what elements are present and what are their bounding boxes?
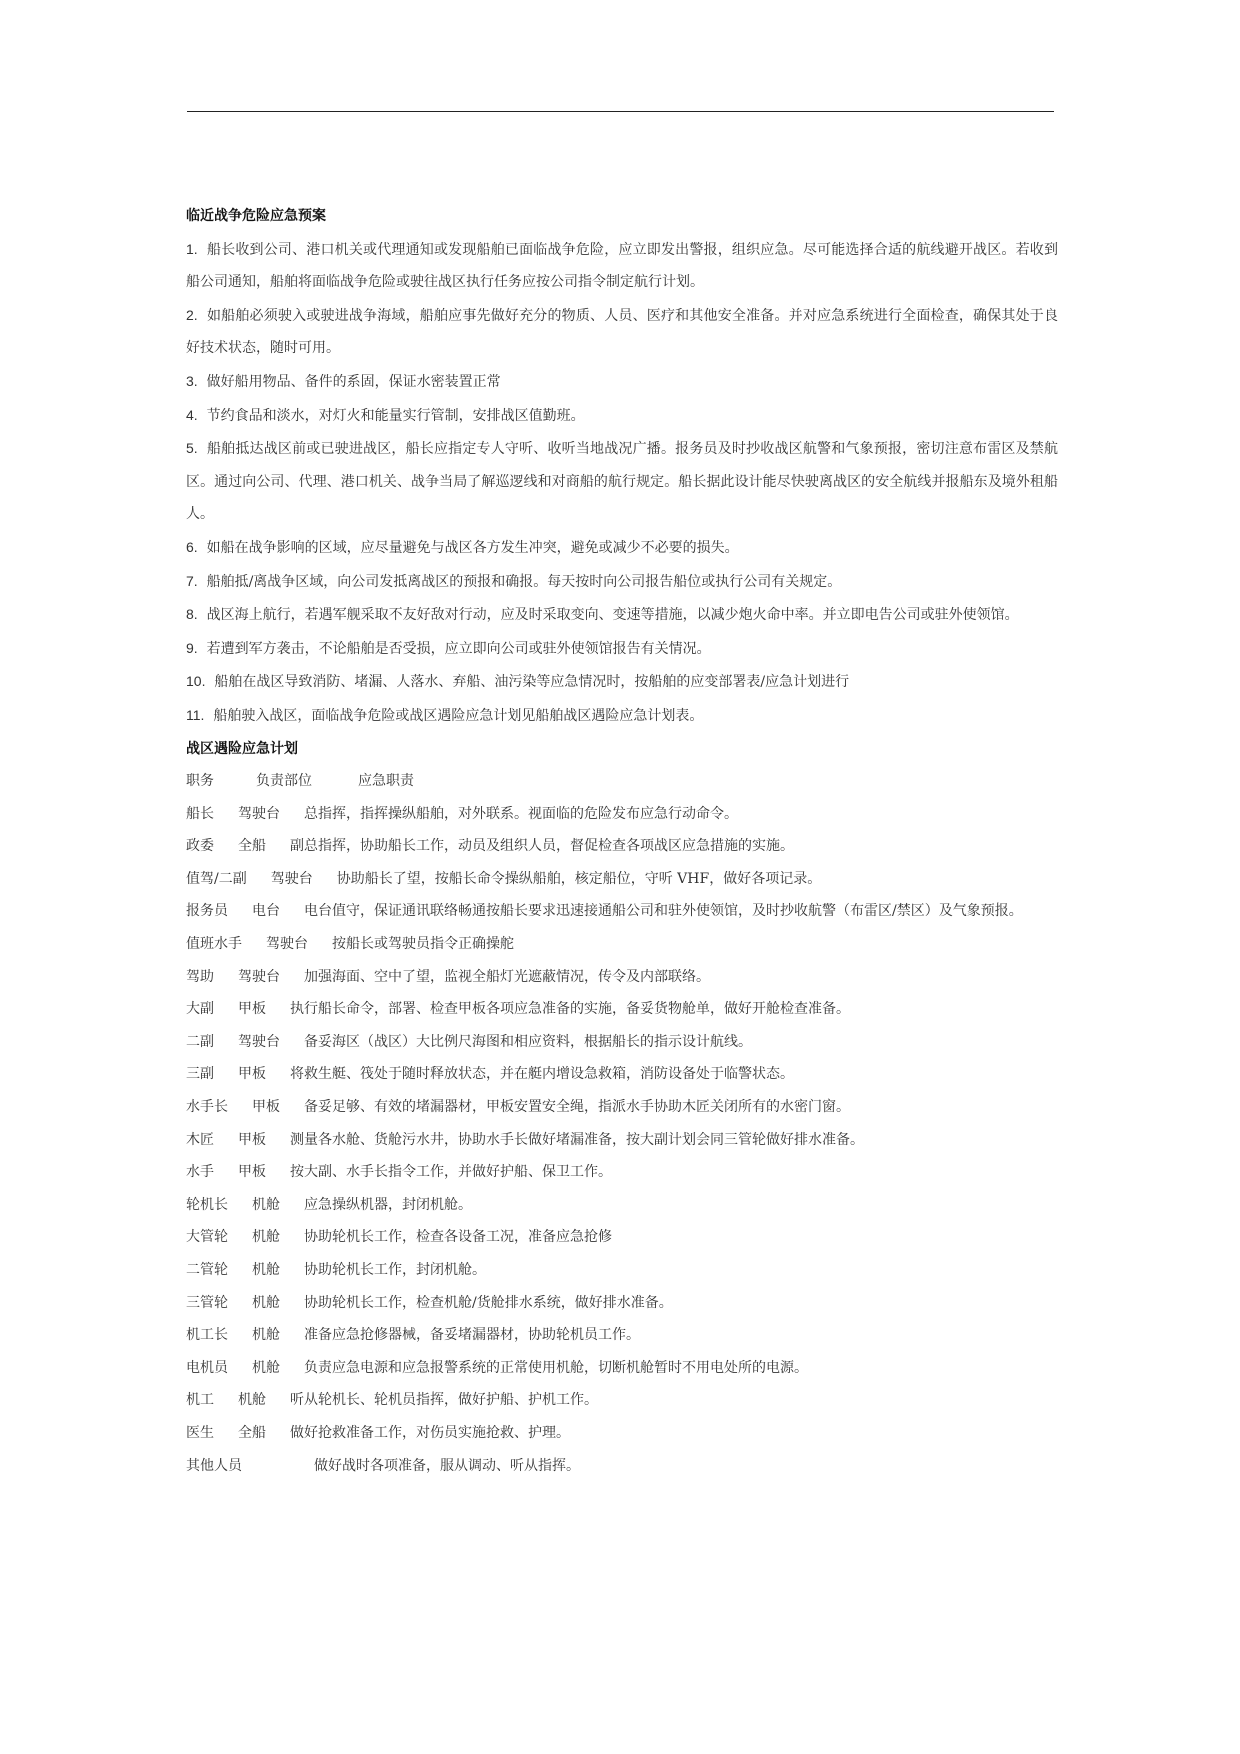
list-item (186, 299, 1058, 365)
row-dept: 机舱 (252, 1294, 280, 1311)
item-number: 8. (186, 606, 198, 623)
row-duty: 测量各水舱、货舱污水井，协助水手长做好堵漏准备，按大副计划会同三管轮做好排水准备。 (290, 1131, 864, 1148)
table-row (186, 961, 1058, 994)
row-duty: 做好战时各项准备，服从调动、听从指挥。 (314, 1457, 580, 1474)
table-row (186, 1417, 1058, 1450)
row-dept: 电台 (252, 903, 280, 920)
item-number: 5. (186, 440, 198, 457)
row-dept: 机舱 (252, 1229, 280, 1246)
header-duty: 应急职责 (358, 773, 414, 790)
list-item (186, 632, 1058, 666)
row-dept: 机舱 (252, 1359, 280, 1376)
row-duty: 协助轮机长工作，检查机舱/货舱排水系统，做好排水准备。 (304, 1294, 673, 1311)
header-rule (187, 111, 1054, 112)
row-duty: 做好抢救准备工作，对伤员实施抢救、护理。 (290, 1424, 570, 1441)
table-row (186, 1319, 1058, 1352)
table-row (186, 798, 1058, 831)
row-duty: 加强海面、空中了望，监视全船灯光遮蔽情况，传令及内部联络。 (304, 968, 710, 985)
document-body (186, 200, 1058, 1482)
table-row (186, 863, 1058, 896)
row-role: 水手长 (186, 1099, 228, 1116)
item-text: 船舶驶入战区，面临战争危险或战区遇险应急计划见船舶战区遇险应急计划表。 (213, 707, 704, 724)
row-duty: 按船长或驾驶员指令正确操舵 (332, 936, 514, 953)
item-number: 10. (186, 673, 206, 690)
item-text: 做好船用物品、备件的系固，保证水密装置正常 (206, 373, 501, 390)
row-duty: 准备应急抢修器械，备妥堵漏器材，协助轮机员工作。 (304, 1327, 640, 1344)
table-row (186, 1124, 1058, 1157)
table-row (186, 1384, 1058, 1417)
duty-table (186, 798, 1058, 1482)
list-item (186, 598, 1058, 632)
item-number: 1. (186, 240, 198, 257)
row-dept: 驾驶台 (266, 936, 308, 953)
list-item (186, 699, 1058, 733)
item-number: 4. (186, 406, 198, 423)
row-role: 报务员 (186, 903, 228, 920)
item-text: 战区海上航行，若遇军舰采取不友好敌对行动，应及时采取变向、变速等措施，以减少炮火命中率。并立即电告公司或驻外使领馆。 (206, 607, 1019, 624)
heading-war-zone-plan: 战区遇险应急计划 (186, 740, 298, 757)
item-text: 船舶抵达战区前或已驶进战区，船长应指定专人守听、收听当地战况广播。报务员及时抄收战区航警和气象预报，密切注意布雷区及禁航区。通过向公司、代理、港口机关、战争当局了解巡逻线和对商船的航行规定。船长据此设计能尽快驶离战区的安全航线并报船东及境外租船人。 (186, 441, 1058, 523)
row-duty: 听从轮机长、轮机员指挥，做好护船、护机工作。 (290, 1392, 598, 1409)
item-number: 9. (186, 639, 198, 656)
row-duty: 应急操纵机器，封闭机舱。 (304, 1196, 472, 1213)
list-item (186, 399, 1058, 433)
table-row (186, 1287, 1058, 1320)
table-row (186, 1189, 1058, 1222)
row-role: 电机员 (186, 1359, 228, 1376)
table-row (186, 1156, 1058, 1189)
row-role: 其他人员 (186, 1457, 242, 1474)
item-number: 6. (186, 538, 198, 555)
row-duty: 将救生艇、筏处于随时释放状态，并在艇内增设急救箱，消防设备处于临警状态。 (290, 1066, 794, 1083)
row-role: 机工长 (186, 1327, 228, 1344)
list-item (186, 531, 1058, 565)
row-duty: 协助轮机长工作，检查各设备工况，准备应急抢修 (304, 1229, 612, 1246)
row-duty: 备妥足够、有效的堵漏器材，甲板安置安全绳，指派水手协助木匠关闭所有的水密门窗。 (304, 1099, 850, 1116)
table-row (186, 1254, 1058, 1287)
row-dept: 全船 (238, 1424, 266, 1441)
row-role: 值驾/二副 (186, 870, 247, 887)
row-role: 机工 (186, 1392, 214, 1409)
row-dept: 机舱 (252, 1262, 280, 1278)
list-item (186, 233, 1058, 299)
item-number: 11. (186, 706, 205, 723)
row-duty: 协助轮机长工作，封闭机舱。 (304, 1262, 486, 1278)
row-role: 木匠 (186, 1131, 214, 1148)
table-row (186, 1026, 1058, 1059)
item-number: 2. (186, 306, 198, 323)
row-dept: 甲板 (238, 1131, 266, 1148)
table-row (186, 1221, 1058, 1254)
row-dept: 甲板 (252, 1099, 280, 1116)
row-role: 二管轮 (186, 1262, 228, 1278)
row-role: 政委 (186, 838, 214, 855)
row-role: 大副 (186, 1001, 214, 1018)
row-dept: 甲板 (238, 1164, 266, 1181)
row-dept: 机舱 (252, 1196, 280, 1213)
row-dept: 驾驶台 (270, 870, 313, 887)
table-row (186, 830, 1058, 863)
row-duty: 电台值守，保证通讯联络畅通按船长要求迅速接通船公司和驻外使领馆，及时抄收航警（布雷区/禁区）及气象预报。 (304, 903, 1023, 920)
numbered-list (186, 233, 1058, 733)
list-item (186, 432, 1058, 531)
list-item (186, 365, 1058, 399)
row-role: 驾助 (186, 968, 214, 985)
item-text: 如船在战争影响的区域，应尽量避免与战区各方发生冲突，避免或减少不必要的损失。 (206, 539, 739, 556)
table-row (186, 1352, 1058, 1385)
row-duty: 按大副、水手长指令工作，并做好护船、保卫工作。 (290, 1164, 612, 1181)
row-duty: 副总指挥，协助船长工作，动员及组织人员，督促检查各项战区应急措施的实施。 (290, 838, 794, 855)
row-duty: 备妥海区（战区）大比例尺海图和相应资料，根据船长的指示设计航线。 (304, 1033, 752, 1050)
item-text: 若遭到军方袭击，不论船舶是否受损，应立即向公司或驻外使领馆报告有关情况。 (206, 640, 711, 657)
header-dept: 负责部位 (256, 773, 312, 790)
row-role: 医生 (186, 1424, 214, 1441)
table-row (186, 1450, 1058, 1483)
row-role: 大管轮 (186, 1229, 228, 1246)
row-dept: 机舱 (252, 1327, 280, 1344)
table-header (186, 765, 1058, 798)
row-dept: 全船 (238, 838, 266, 855)
row-role: 船长 (186, 805, 214, 822)
item-text: 船舶在战区导致消防、堵漏、人落水、弃船、油污染等应急情况时，按船舶的应变部署表/应急计划进行 (214, 674, 850, 691)
row-role: 轮机长 (186, 1196, 228, 1213)
row-dept: 驾驶台 (238, 805, 280, 822)
row-role: 二副 (186, 1033, 214, 1050)
row-role: 值班水手 (186, 936, 242, 953)
header-role: 职务 (186, 773, 214, 790)
heading-war-danger-plan: 临近战争危险应急预案 (186, 208, 326, 224)
row-role: 水手 (186, 1164, 214, 1181)
item-text: 如船舶必须驶入或驶进战争海域，船舶应事先做好充分的物质、人员、医疗和其他安全准备。并对应急系统进行全面检查，确保其处于良好技术状态，随时可用。 (186, 307, 1058, 357)
item-text: 节约食品和淡水，对灯火和能量实行管制，安排战区值勤班。 (206, 407, 585, 424)
row-duty: 执行船长命令，部署、检查甲板各项应急准备的实施，备妥货物舱单，做好开舱检查准备。 (290, 1001, 850, 1018)
row-duty: 协助船长了望，按船长命令操纵船舶，核定船位，守听 VHF，做好各项记录。 (336, 870, 822, 887)
row-dept: 甲板 (238, 1066, 266, 1083)
row-role: 三管轮 (186, 1294, 228, 1311)
table-row (186, 1091, 1058, 1124)
row-dept: 机舱 (238, 1392, 266, 1409)
list-item (186, 565, 1058, 599)
table-row (186, 993, 1058, 1026)
item-text: 船舶抵/离战争区域，向公司发抵离战区的预报和确报。每天按时向公司报告船位或执行公司有关规定。 (206, 573, 842, 590)
table-row (186, 1058, 1058, 1091)
row-duty: 总指挥，指挥操纵船舶，对外联系。视面临的危险发布应急行动命令。 (304, 805, 738, 822)
item-number: 7. (186, 572, 198, 589)
row-duty: 负责应急电源和应急报警系统的正常使用机舱，切断机舱暂时不用电处所的电源。 (304, 1359, 808, 1376)
row-role: 三副 (186, 1066, 214, 1083)
table-row (186, 895, 1058, 928)
row-dept: 驾驶台 (238, 1033, 280, 1050)
row-dept: 驾驶台 (238, 968, 280, 985)
table-row (186, 928, 1058, 961)
item-text: 船长收到公司、港口机关或代理通知或发现船舶已面临战争危险，应立即发出警报，组织应急。尽可能选择合适的航线避开战区。若收到船公司通知，船舶将面临战争危险或驶往战区执行任务应按公司指令制定航行计划。 (186, 241, 1058, 291)
list-item (186, 665, 1058, 699)
row-dept: 甲板 (238, 1001, 266, 1018)
item-number: 3. (186, 372, 198, 389)
